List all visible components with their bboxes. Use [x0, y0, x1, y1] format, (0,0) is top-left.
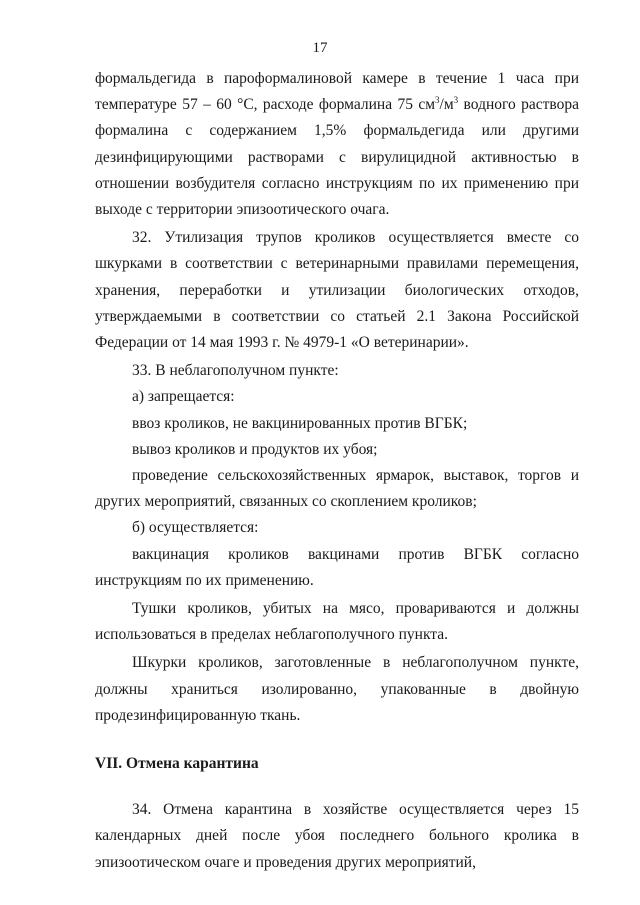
paragraph-33a: а) запрещается: — [132, 388, 235, 406]
paragraph-text: водного раствора формалина с содержанием 1,5% формальдегида или другими дезинфицирующими растворами с вирулицидной активностью в отношении возбудителя согласно инструкциям по их применению при выходе с территории эпизоотического очага. — [95, 96, 579, 219]
paragraph-33b-item-1: вакцинация кроликов вакцинами против ВГБК согласно инструкциям по их применению. — [95, 545, 579, 589]
paragraph-text: /м — [439, 96, 454, 114]
paragraph-33b: б) осуществляется: — [132, 519, 259, 537]
paragraph-carcasses: Тушки кроликов, убитых на мясо, провариваются и должны использоваться в пределах неблагополучного пункта. — [95, 600, 579, 644]
paragraph-34: 34. Отмена карантина в хозяйстве осуществляется через 15 календарных дней после убоя последнего больного кролика в эпизоотическом очаге и проведения других мероприятий, — [95, 801, 579, 871]
paragraph-skins: Шкурки кроликов, заготовленные в неблагополучном пункте, должны храниться изолированно, упакованные в двойную продезинфицированную ткань. — [95, 654, 579, 724]
paragraph-32: 32. Утилизация трупов кроликов осуществляется вместе со шкурками в соответствии с ветеринарными правилами перемещения, хранения, переработки и утилизации биологических отходов, утверждаемыми в соответствии со статьей 2.1 Закона Российской Федерации от 14 мая 1993 г. № 4979-1 «О ветеринарии». — [95, 229, 579, 352]
paragraph-33a-item-1: ввоз кроликов, не вакцинированных против ВГБК; — [132, 414, 468, 432]
paragraph-33: 33. В неблагополучном пункте: — [132, 362, 339, 380]
paragraph-33a-item-3: проведение сельскохозяйственных ярмарок, выставок, торгов и других мероприятий, связанных со скоплением кроликов; — [95, 467, 579, 511]
document-body — [95, 66, 579, 876]
section-heading: VII. Отмена карантина — [95, 755, 259, 773]
paragraph-continuation — [95, 66, 579, 223]
page-number: 17 — [312, 40, 328, 56]
paragraph-33a-item-2: вывоз кроликов и продуктов их убоя; — [132, 440, 378, 458]
paragraph-text: формальдегида в пароформалиновой камере в течение 1 часа при температуре 57 – 60 °С, расходе формалина 75 см — [95, 70, 579, 114]
superscript: 3 — [453, 95, 459, 106]
superscript: 3 — [435, 95, 440, 106]
